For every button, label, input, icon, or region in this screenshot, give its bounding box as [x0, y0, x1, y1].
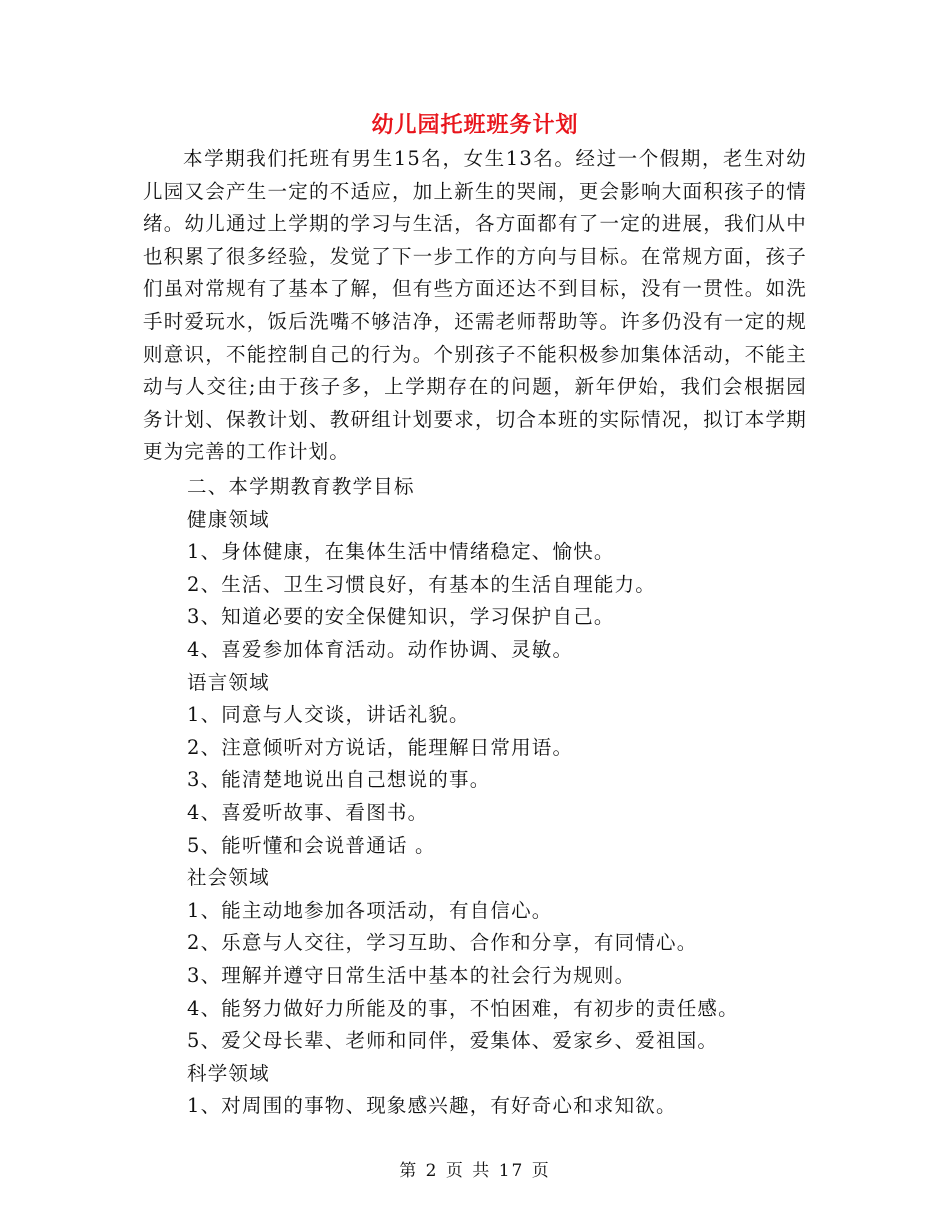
- list-item: 1、同意与人交谈，讲话礼貌。: [187, 703, 470, 727]
- domain-heading-health: 健康领域: [187, 507, 270, 531]
- list-item: 3、能清楚地说出自己想说的事。: [187, 768, 491, 792]
- list-item: 5、能听懂和会说普通话 。: [187, 833, 436, 857]
- domain-heading-society: 社会领域: [187, 866, 270, 890]
- document-title: 幼儿园托班班务计划: [371, 112, 579, 138]
- section-heading: 二、本学期教育教学目标: [187, 475, 415, 498]
- list-item: 2、生活、卫生习惯良好，有基本的生活自理能力。: [187, 572, 657, 596]
- domain-heading-science: 科学领域: [187, 1061, 270, 1085]
- list-item: 3、理解并遵守日常生活中基本的社会行为规则。: [187, 963, 636, 987]
- list-item: 2、注意倾听对方说话，能理解日常用语。: [187, 735, 574, 759]
- goals-list: [187, 471, 807, 1123]
- page-footer: 第 2 页 共 17 页: [399, 1161, 551, 1181]
- domain-heading-language: 语言领域: [187, 670, 270, 694]
- list-item: 3、知道必要的安全保健知识，学习保护自己。: [187, 605, 615, 629]
- list-item: 5、爱父母长辈、老师和同伴，爱集体、爱家乡、爱祖国。: [187, 1029, 719, 1053]
- list-item: 4、喜爱参加体育活动。动作协调、灵敏。: [187, 637, 574, 661]
- list-item: 2、乐意与人交往，学习互助、合作和分享，有同情心。: [187, 931, 698, 955]
- list-item: 4、喜爱听故事、看图书。: [187, 800, 429, 824]
- list-item: 1、对周围的事物、现象感兴趣，有好奇心和求知欲。: [187, 1094, 677, 1118]
- list-item: 1、身体健康，在集体生活中情绪稳定、愉快。: [187, 540, 615, 564]
- intro-paragraph: 本学期我们托班有男生15名，女生13名。经过一个假期，老生对幼儿园又会产生一定的不适应，加上新生的哭闹，更会影响大面积孩子的情绪。幼儿通过上学期的学习与生活，各方面都有了一定的进展，我们从中也积累了很多经验，发觉了下一步工作的方向与目标。在常规方面，孩子们虽对常规有了基本了解，但有些方面还达不到目标，没有一贯性。如洗手时爱玩水，饭后洗嘴不够洁净，还需老师帮助等。许多仍没有一定的规则意识，不能控制自己的行为。个别孩子不能积极参加集体活动，不能主动与人交往;由于孩子多，上学期存在的问题，新年伊始，我们会根据园务计划、保教计划、教研组计划要求，切合本班的实际情况，拟订本学期更为完善的工作计划。: [143, 147, 807, 464]
- list-item: 4、能努力做好力所能及的事，不怕困难，有初步的责任感。: [187, 996, 739, 1020]
- list-item: 1、能主动地参加各项活动，有自信心。: [187, 898, 553, 922]
